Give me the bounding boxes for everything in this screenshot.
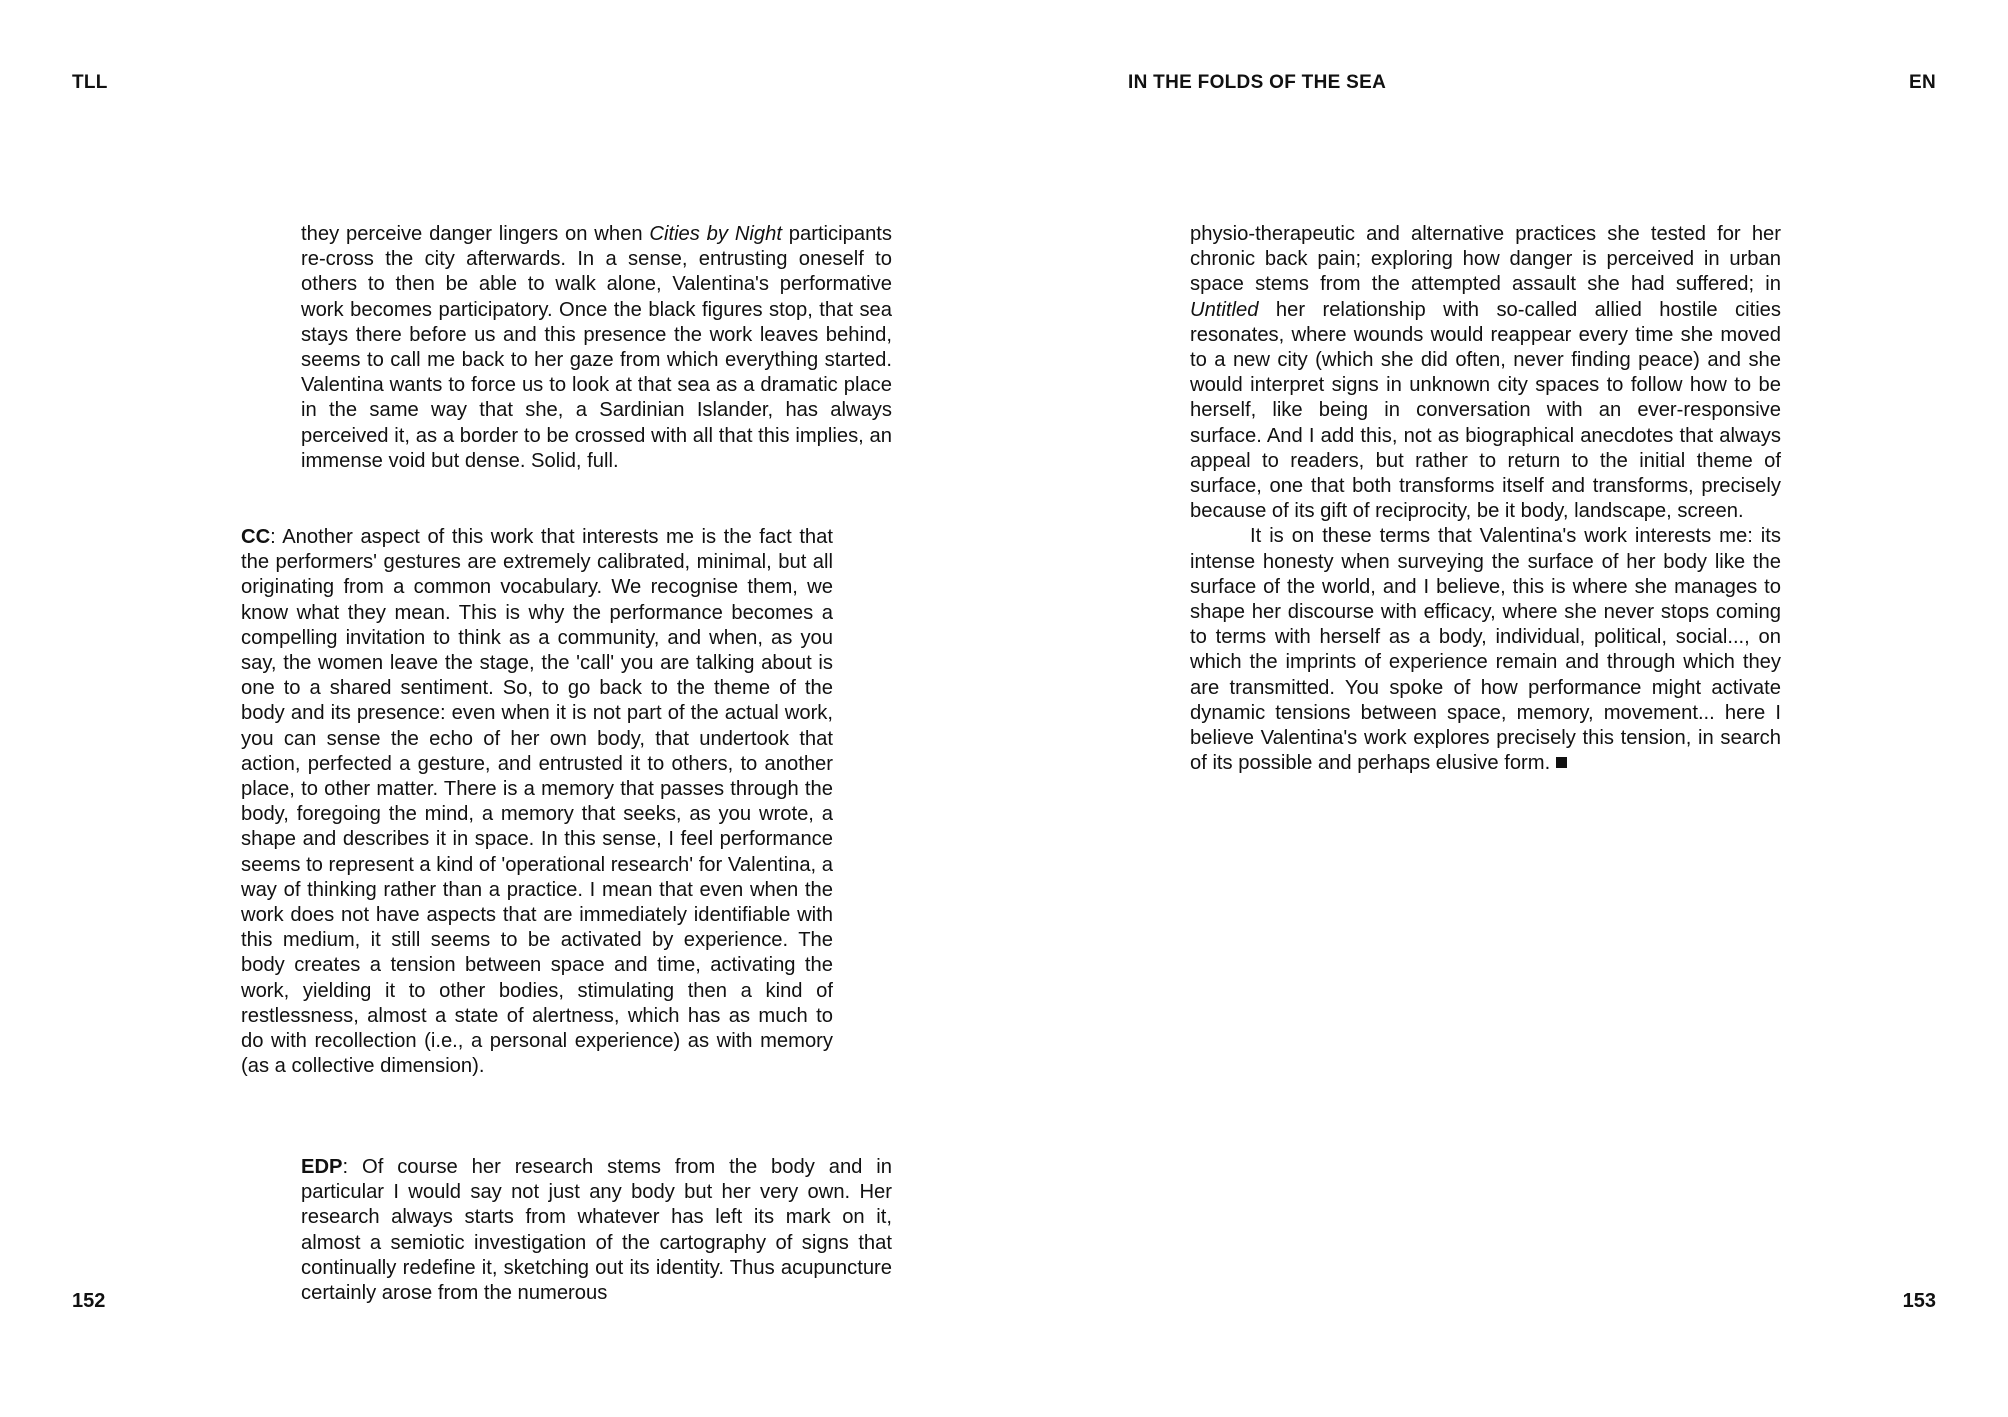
page-number-right: 153 (1902, 1290, 1936, 1312)
work-title-italic: Cities by Night (649, 223, 782, 245)
speaker-initials-edp: EDP (301, 1156, 343, 1178)
para-text: It is on these terms that Valentina's work interests me: its intense honesty when surveying the surface of her body like the surface of the world, and I believe, this is where she manages to shape her discourse with efficacy, where she never stops coming to terms with herself as a body, individual, political, social..., on which the imprints of experience remain and through which they are transmitted. You spoke of how performance might activate dynamic tensions between space, memory, movement... here I believe Valentina's work explores precisely this tension, in search of its possible and perhaps elusive form. (1190, 525, 1781, 775)
running-header-language: EN (1909, 72, 1936, 93)
para-text: physio-therapeutic and alternative practices she tested for her chronic back pain; exploring how danger is perceived in urban space stems from the attempted assault she had suffered; in (1190, 223, 1781, 296)
left-paragraph-edp (301, 1155, 892, 1306)
running-header-left: TLL (72, 72, 108, 93)
right-page-column (1190, 222, 1781, 776)
speaker-initials-cc: CC (241, 526, 271, 548)
work-title-italic: Untitled (1190, 298, 1259, 321)
para-text: participants re-cross the city afterwards. In a sense, entrusting oneself to others to then be able to walk alone, Valentina's performative work becomes participatory. Once the black figures stop, that sea stays there before us and this presence the work leaves behind, seems to call me back to her gaze from which everything started. Valentina wants to force us to look at that sea as a dramatic place in the same way that she, a Sardinian Islander, has always perceived it, as a border to be crossed with all that this implies, an immense void but dense. Solid, full. (301, 223, 892, 472)
para-text: her relationship with so-called allied hostile cities resonates, where wounds would reappear every time she moved to a new city (which she did often, never finding peace) and she would interpret signs in unknown city spaces to follow how to be herself, like being in conversation with an ever-responsive surface. And I add this, not as biographical anecdotes that always appeal to readers, but rather to return to the initial theme of surface, one that both transforms itself and transforms, precisely because of its gift of reciprocity, be it body, landscape, screen. (1190, 298, 1781, 523)
para-text: they perceive danger lingers on when (301, 223, 650, 245)
running-header-title: IN THE FOLDS OF THE SEA (1128, 72, 1387, 93)
end-mark-square-icon (1556, 757, 1567, 768)
para-text: : Of course her research stems from the body and in particular I would say not just any body but her very own. Her research always starts from whatever has left its mark on it, almost a semiotic investigation of the cartography of signs that continually redefine it, sketching out its identity. Thus acupuncture certainly arose from the numerous (301, 1156, 892, 1305)
left-paragraph-continued (301, 222, 892, 474)
page-number-left: 152 (72, 1290, 106, 1312)
left-paragraph-cc (241, 525, 833, 1079)
para-text: : Another aspect of this work that interests me is the fact that the performers' gestures are extremely calibrated, minimal, but all originating from a common vocabulary. We recognise them, we know what they mean. This is why the performance becomes a compelling invitation to think as a community, and when, as you say, the women leave the stage, the 'call' you are talking about is one to a shared sentiment. So, to go back to the theme of the body and its presence: even when it is not part of the actual work, you can sense the echo of her own body, that undertook that action, perfected a gesture, and entrusted it to others, to another place, to other matter. There is a memory that passes through the body, foregoing the mind, a memory that seeks, as you wrote, a shape and describes it in space. In this sense, I feel performance seems to represent a kind of 'operational research' for Valentina, a way of thinking rather than a practice. I mean that even when the work does not have aspects that are immediately identifiable with this medium, it still seems to be activated by experience. The body creates a tension between space and time, activating the work, yielding it to other bodies, stimulating then a kind of restlessness, almost a state of alertness, which has as much to do with recollection (i.e., a personal experience) as with memory (as a collective dimension). (241, 526, 833, 1078)
